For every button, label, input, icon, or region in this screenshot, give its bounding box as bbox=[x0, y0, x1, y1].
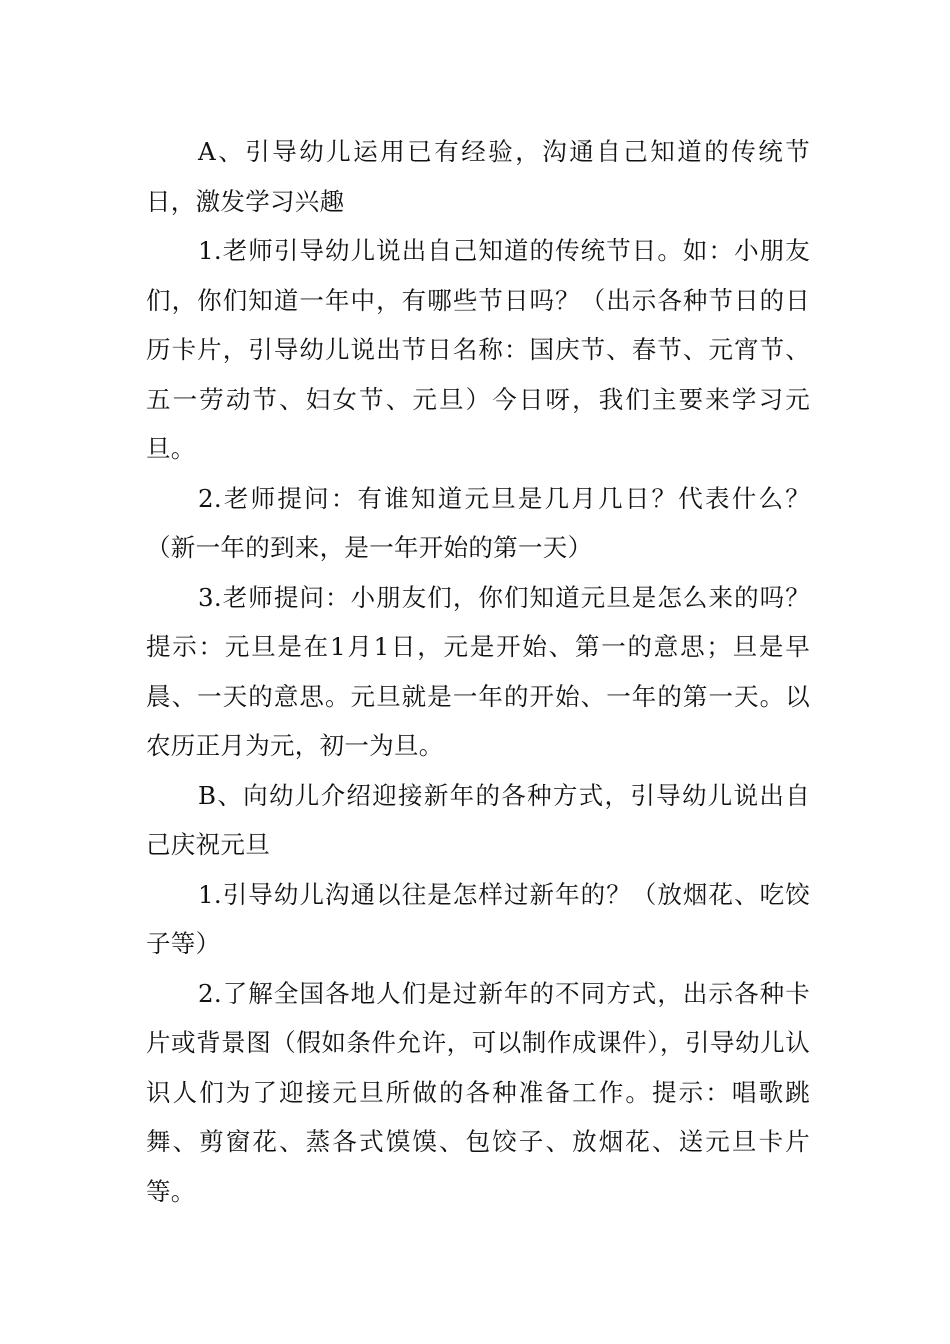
paragraph-a3: 3.老师提问：小朋友们，你们知道元旦是怎么来的吗？提示：元旦是在1月1日，元是开始、第一的意思；旦是早晨、一天的意思。元旦就是一年的开始、一年的第一天。以农历正月为元，初一为旦。 bbox=[146, 582, 810, 760]
paragraph-b1: 1.引导幼儿沟通以往是怎样过新年的？（放烟花、吃饺子等） bbox=[146, 879, 810, 958]
section-a-heading: A、引导幼儿运用已有经验，沟通自己知道的传统节日，激发学习兴趣 bbox=[146, 137, 810, 216]
paragraph-b2: 2.了解全国各地人们是过新年的不同方式，出示各种卡片或背景图（假如条件允许，可以制作成课件），引导幼儿认识人们为了迎接元旦所做的各种准备工作。提示：唱歌跳舞、剪窗花、蒸各式馍馍、包饺子、放烟花、送元旦卡片等。 bbox=[146, 978, 810, 1206]
document-body bbox=[146, 127, 810, 1216]
paragraph-a1: 1.老师引导幼儿说出自己知道的传统节日。如：小朋友们，你们知道一年中，有哪些节日吗？（出示各种节日的日历卡片，引导幼儿说出节日名称：国庆节、春节、元宵节、五一劳动节、妇女节、元旦）今日呀，我们主要来学习元旦。 bbox=[146, 236, 810, 463]
section-b-heading: B、向幼儿介绍迎接新年的各种方式，引导幼儿说出自己庆祝元旦 bbox=[146, 780, 810, 859]
paragraph-a2: 2.老师提问：有谁知道元旦是几月几日？代表什么？（新一年的到来，是一年开始的第一天） bbox=[146, 483, 810, 562]
